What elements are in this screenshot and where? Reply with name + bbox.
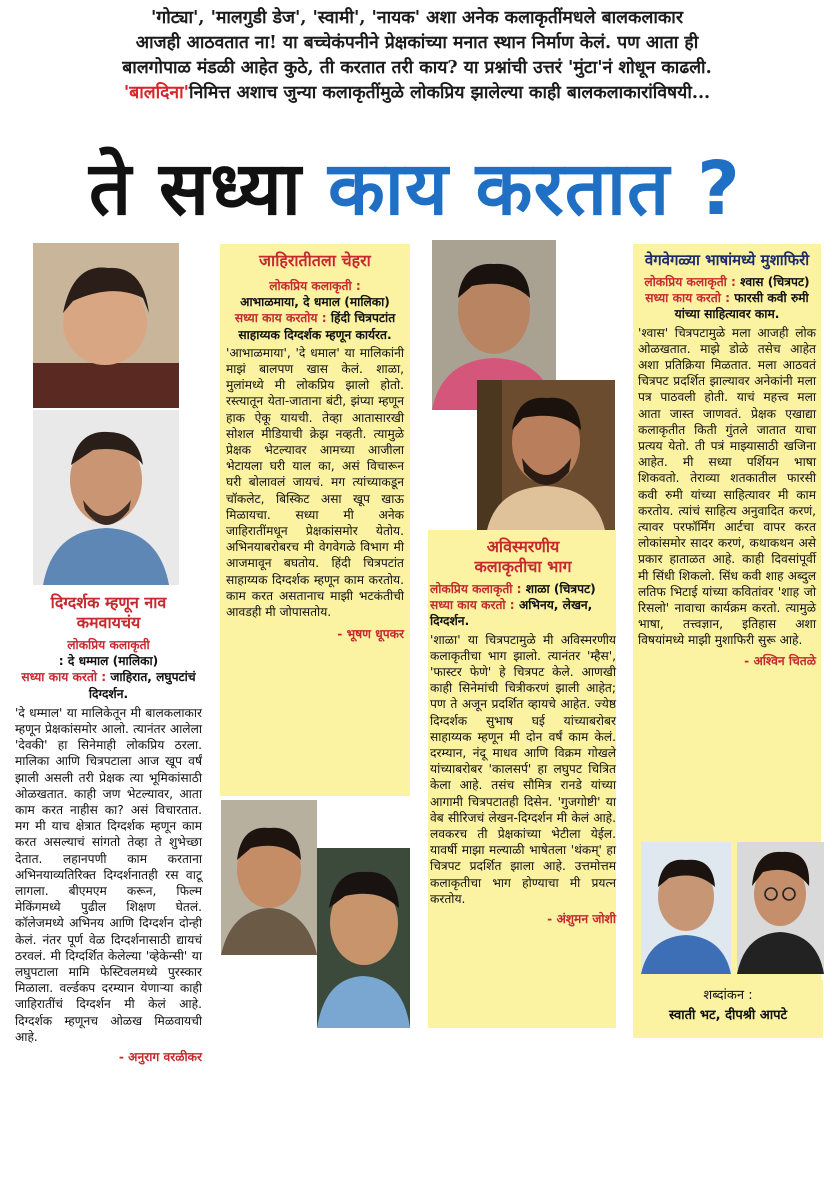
intro-line-3: बालगोपाळ मंडळी आहेत कुठे, ती करतात तरी काय? या प्रश्नांची उत्तरं 'मुंटा'नं शोधून काढली. bbox=[122, 58, 712, 78]
column-2-body: 'आभाळमाया', 'दे धमाल' या मालिकांनी माझं बालपण खास केलं. शाळा, मुलांमध्ये मी लोकप्रिय झालो होतो. रस्त्यातून येता-जाताना बंटी, झंप्या म्हणून हाक ऐकू यायची. तेव्हा आतासारखी सोशल मीडियाची क्रेझ नव्हती. त्यामुळे प्रेक्षक भेटल्यावर आमच्या आजीला भेटायला घरी याल का, असं विचारून घरी बोलावलं जायचं. मग त्यांच्याकडून चॉकलेट, बिस्किट असा खूप खाऊ मिळायचा. सध्या मी अनेक जाहिरातींमधून प्रेक्षकांसमोर येतोय. अभिनयाबरोबरच मी वेगवेगळे विभाग मी आजमावून बघतोय. हिंदी चित्रपटांत साहाय्यक दिग्दर्शक म्हणून काम करतोय. काम करत असतानाच माझी भटकंतीची आवडही मी जोपासतोय. bbox=[226, 345, 404, 620]
column-3-body: 'शाळा' या चित्रपटामुळे मी अविस्मरणीय कलाकृतीचा भाग झालो. त्यानंतर 'म्हैस', 'फास्टर फेणे' हे चित्रपट केले. आणखी काही सिनेमांची चित्रीकरणं झाली आहेत; पण ते अजून प्रदर्शित व्हायचे आहेत. ज्येष्ठ दिग्दर्शक सुभाष घई यांच्याबरोबर साहाय्यक म्हणून मी दोन वर्षं काम केलं. दरम्यान, नंदू माधव आणि विक्रम गोखले यांच्याबरोबर 'कालसर्प' हा लघुपट चित्रित केला आहे. तसंच सौमित्र रानडे यांच्या आगामी चित्रपटातही दिसेन. 'गुजगोष्टी' या वेब सीरिजचं लेखन-दिग्दर्शन मी केलं आहे. लवकरच ती प्रेक्षकांच्या भेटीला येईल. यावर्षी माझा मल्याळी भाषेतला 'थंकम्' हा चित्रपट प्रदर्शित झाला आहे. उत्तमोत्तम कलाकृतीचा भाग होण्याचा मी प्रयत्न करतोय. bbox=[430, 632, 616, 906]
column-3-article bbox=[430, 537, 616, 927]
column-3-work-value: शाळा (चित्रपट) bbox=[525, 582, 596, 596]
column-1-work bbox=[15, 637, 202, 669]
column-4-article bbox=[638, 250, 816, 669]
column-1-signature: - अनुराग वरळीकर bbox=[118, 1050, 202, 1065]
column-3-work bbox=[430, 581, 616, 597]
column-4-now-value: फारसी कवी रुमी यांच्या साहित्यावर काम. bbox=[674, 291, 809, 322]
intro-line-4 bbox=[14, 81, 820, 106]
headline-part-2: काय करतात ? bbox=[327, 145, 741, 232]
column-4-work bbox=[638, 274, 816, 290]
credits-label: शब्दांकन : bbox=[703, 988, 753, 1003]
column-2-now-value: हिंदी चित्रपटांत साहाय्यक दिग्दर्शक म्हणून कार्यरत. bbox=[238, 311, 396, 342]
photo-adult-actor-4 bbox=[737, 842, 824, 974]
column-4-now bbox=[638, 290, 816, 322]
column-3-now-label: सध्या काय करतो : bbox=[430, 598, 515, 613]
column-4-heading: वेगवेगळ्या भाषांमध्ये मुशाफिरी bbox=[644, 251, 810, 269]
intro-line-1: 'गोट्या', 'मालगुडी डेज', 'स्वामी', 'नायक' अशा अनेक कलाकृतींमधले बालकलाकार bbox=[151, 8, 683, 28]
page-headline bbox=[12, 140, 818, 230]
column-1-now bbox=[15, 669, 202, 701]
column-1-heading: दिग्दर्शक म्हणून नाव कमवायचंय bbox=[50, 593, 167, 632]
column-1-work-label: लोकप्रिय कलाकृती bbox=[67, 638, 150, 652]
column-2-now bbox=[226, 310, 404, 342]
column-2-work-value: आभाळमाया, दे धमाल (मालिका) bbox=[240, 295, 390, 310]
column-4-work-label: लोकप्रिय कलाकृती : bbox=[644, 275, 736, 289]
intro-line-2: आजही आठवतात ना! या बच्चेकंपनीने प्रेक्षकांच्या मनात स्थान निर्माण केलं. पण आता ही bbox=[135, 33, 699, 53]
column-2-now-label: सध्या काय करतोय : bbox=[234, 311, 327, 326]
column-3-heading: अविस्मरणीय कलाकृतीचा भाग bbox=[474, 537, 572, 576]
column-2-work bbox=[226, 278, 404, 310]
column-2-signature: - भूषण धूपकर bbox=[337, 627, 404, 642]
column-4-now-label: सध्या काय करतो : bbox=[645, 291, 730, 306]
column-2-work-label: लोकप्रिय कलाकृती : bbox=[269, 279, 361, 293]
column-4-signature: - अश्विन चितळे bbox=[744, 653, 816, 668]
column-3-signature: - अंशुमन जोशी bbox=[547, 912, 616, 927]
column-1-article bbox=[15, 593, 202, 1065]
photo-child-actor-4 bbox=[641, 842, 731, 974]
intro-paragraph bbox=[14, 6, 820, 106]
intro-highlight: 'बालदिना' bbox=[123, 83, 190, 103]
column-3-now-value: अभिनय, लेखन, दिग्दर्शन. bbox=[430, 598, 593, 629]
column-4-work-value: श्वास (चित्रपट) bbox=[740, 275, 810, 289]
column-4-body: 'श्वास' चित्रपटामुळे मला आजही लोक ओळखतात. माझे डोळे तसेच आहेत अशा प्रतिक्रिया मिळतात. मला आठवतं चित्रपट प्रदर्शित झाल्यावर अनेकांनी मला पत्र पाठवली होती. याचं महत्त्व मला आता जास्त जाणवतं. प्रेक्षक एखाद्या कलाकृतीत किती गुंतले जातात याचा प्रत्यय येतो. ती पत्रं माझ्यासाठी खजिना आहेत. मी सध्या पर्शियन भाषा शिकवतो. तेराव्या शतकातील फारसी कवी रुमी यांच्या साहित्यावर मी काम करतोय. त्यांचं साहित्य अनुवादित करणं, त्यावर परफॉर्मिंग आर्टचा वापर करत लोकांसमोर सादर करणं, कथाकथन असे प्रकार हाताळत आहे. काही दिवसांपूर्वी मी सिंधी शिकलो. सिंध कवी शाह अब्दुल लतिफ भिटाई यांच्या कवितांवर 'शाह जो रिसलो' नावाचा कार्यक्रम करतो. त्यामुळे भाषा, तत्त्वज्ञान, इतिहास अशा विषयांमध्ये माझी मुशाफिरी सुरू आहे. bbox=[638, 325, 816, 648]
photo-child-actor-1 bbox=[33, 243, 179, 408]
column-3-now bbox=[430, 597, 616, 629]
column-2-article bbox=[226, 250, 404, 642]
photo-adult-actor-2 bbox=[317, 848, 410, 1028]
photo-adult-actor-3 bbox=[477, 380, 615, 530]
photo-child-actor-2 bbox=[221, 800, 317, 955]
credits-names: स्वाती भट, दीपश्री आपटे bbox=[668, 1008, 788, 1023]
headline-part-1: ते सध्या bbox=[89, 145, 302, 232]
column-1-body: 'दे धम्माल' या मालिकेतून मी बालकलाकार म्हणून प्रेक्षकांसमोर आलो. त्यानंतर आलेला 'देवकी' हा सिनेमाही लोकप्रिय ठरला. मालिका आणि चित्रपटाला आज खूप वर्षं झाली असली तरी प्रेक्षक त्या भूमिकांसाठी ओळखतात. काही जण भेटल्यावर, आता काम करत नाहीस का? असं विचारतात. मग मी याच क्षेत्रात दिग्दर्शक म्हणून काम करत असल्याचं सांगतो तेव्हा ते शुभेच्छा देतात. लहानपणी काम करताना अभिनयाव्यतिरिक्त दिग्दर्शनातही रस वाटू लागला. बीएमएम करून, फिल्म मेकिंगमध्ये पुढील शिक्षण घेतलं. कॉलेजमध्ये अभिनय आणि दिग्दर्शन दोन्ही केलं. नंतर पूर्ण वेळ दिग्दर्शनासाठी द्यायचं ठरवलं. मी दिग्दर्शित केलेल्या 'व्हेकेन्सी' या लघुपटाला मामि फेस्टिवलमध्ये पुरस्कार मिळाला. वर्ल्डकप दरम्यान येणाऱ्या काही जाहिरातींचं दिग्दर्शन मी केलं आहे. दिग्दर्शक म्हणूनच ओळख मिळवायची आहे. bbox=[15, 705, 202, 1044]
credits-box bbox=[633, 980, 823, 1038]
column-2-heading: जाहिरातीतला चेहरा bbox=[259, 251, 371, 270]
photo-adult-actor-1 bbox=[33, 410, 179, 585]
column-1-now-label: सध्या काय करतो : bbox=[21, 670, 107, 685]
column-1-work-value: : दे धम्माल (मालिका) bbox=[58, 654, 159, 669]
column-3-work-label: लोकप्रिय कलाकृती : bbox=[430, 582, 522, 596]
column-1-now-value: जाहिरात, लघुपटांचं दिग्दर्शन. bbox=[88, 670, 196, 701]
intro-line-4-rest: निमित्त अशाच जुन्या कलाकृतींमुळे लोकप्रिय झालेल्या काही बालकलाकारांविषयी... bbox=[189, 83, 711, 103]
